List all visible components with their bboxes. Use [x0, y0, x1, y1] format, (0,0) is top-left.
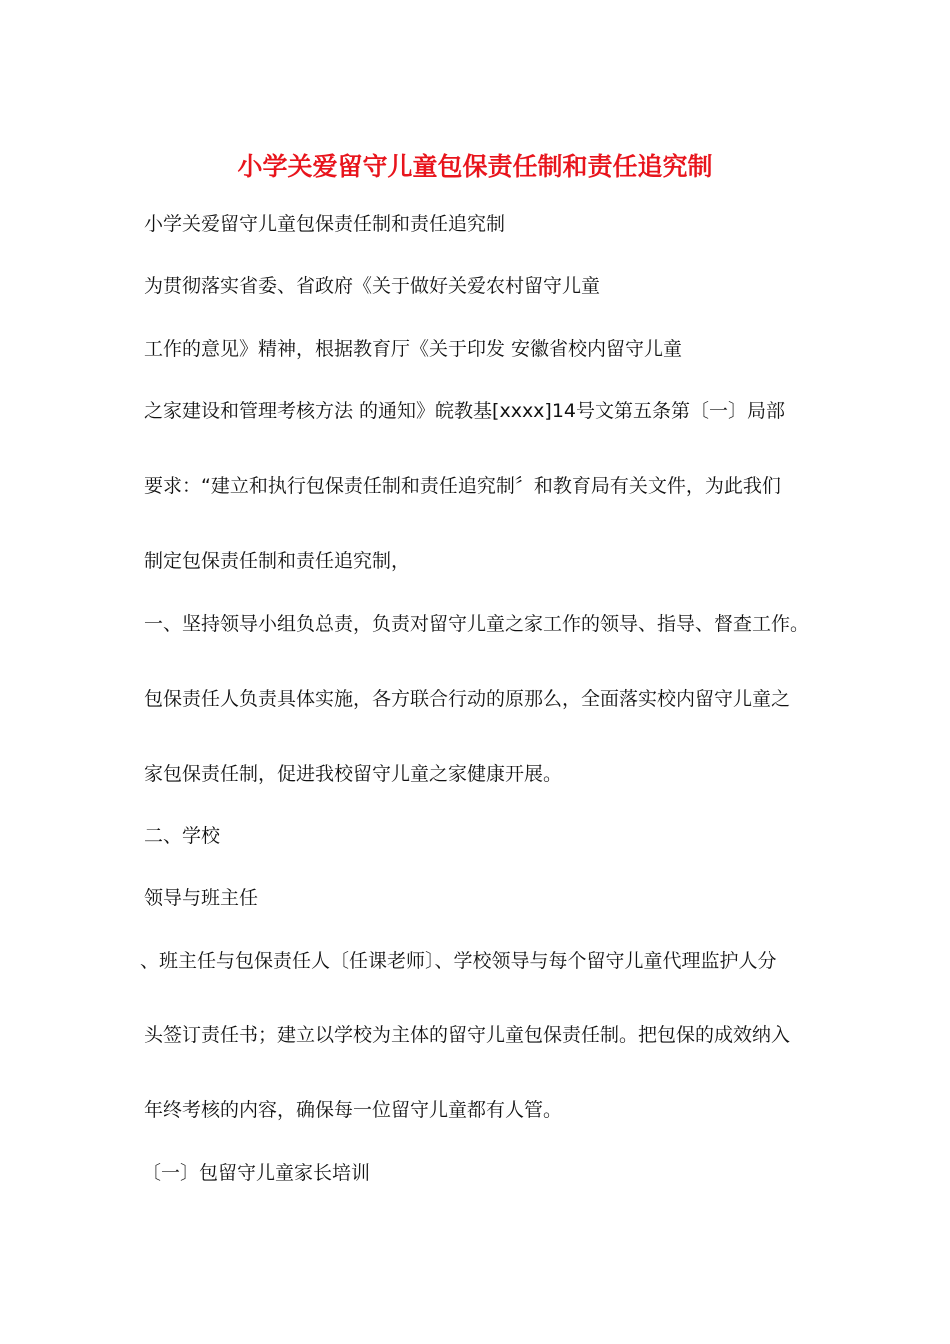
- paragraph-line: 、班主任与包保责任人〔任课老师〕、学校领导与每个留守儿童代理监护人分: [140, 950, 777, 972]
- document-title: 小学关爱留守儿童包保责任制和责任追究制: [237, 152, 713, 181]
- paragraph-line: 包保责任人负责具体实施，各方联合行动的原那么，全面落实校内留守儿童之: [144, 688, 791, 710]
- paragraph-line: 一、坚持领导小组负总责，负责对留守儿童之家工作的领导、指导、督查工作。: [144, 613, 810, 635]
- section-heading: 二、学校: [144, 825, 221, 847]
- paragraph-line: 领导与班主任: [144, 887, 259, 909]
- paragraph-line: 之家建设和管理考核方法 的通知》皖教基[xxxx]14号文第五条第〔一〕局部: [144, 400, 786, 422]
- subsection-heading: 〔一〕包留守儿童家长培训: [142, 1162, 371, 1184]
- paragraph-line: 年终考核的内容，确保每一位留守儿童都有人管。: [144, 1099, 563, 1121]
- paragraph-line: 工作的意见》精神，根据教育厅《关于印发 安徽省校内留守儿童: [144, 338, 683, 360]
- paragraph-line: 小学关爱留守儿童包保责任制和责任追究制: [144, 213, 506, 235]
- paragraph-line: 要求：“建立和执行包保责任制和责任追究制〞和教育局有关文件，为此我们: [144, 475, 781, 497]
- paragraph-line: 制定包保责任制和责任追究制，: [144, 550, 411, 572]
- paragraph-line: 为贯彻落实省委、省政府《关于做好关爱农村留守儿童: [144, 275, 601, 297]
- paragraph-line: 头签订责任书；建立以学校为主体的留守儿童包保责任制。把包保的成效纳入: [144, 1024, 791, 1046]
- paragraph-line: 家包保责任制，促进我校留守儿童之家健康开展。: [144, 763, 563, 785]
